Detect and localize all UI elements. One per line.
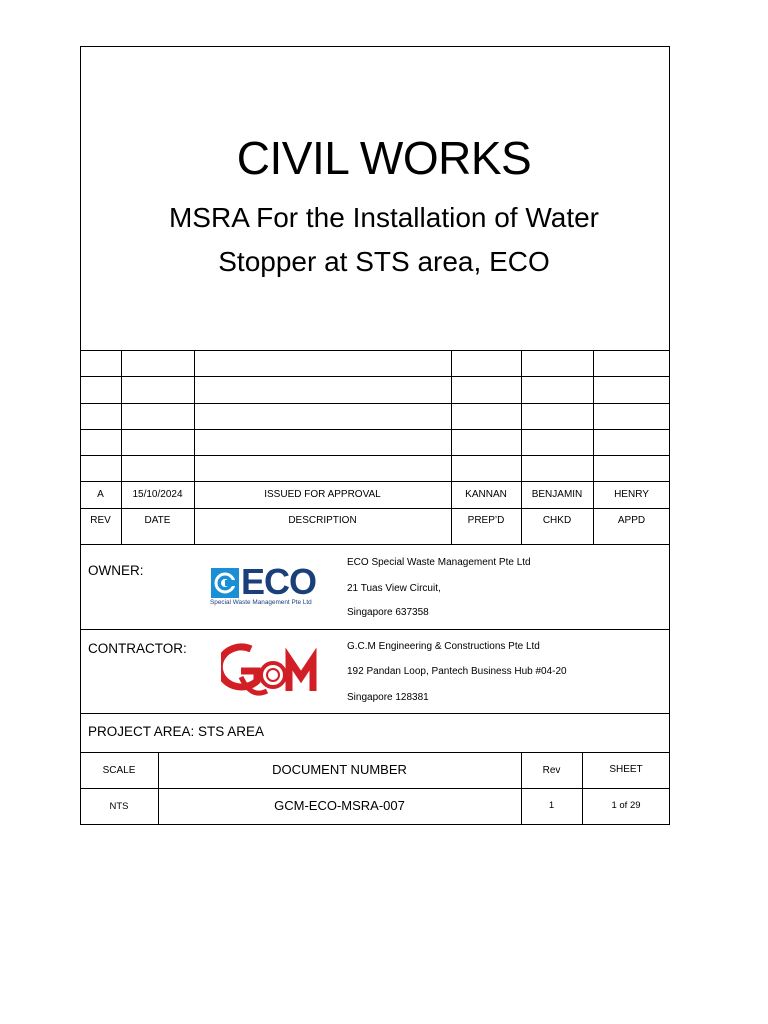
- rev-value: 1: [548, 800, 555, 811]
- doc-number: GCM-ECO-MSRA-007: [274, 798, 405, 813]
- owner-address-2: Singapore 637358: [347, 607, 429, 618]
- section-divider: [80, 629, 670, 630]
- project-area: PROJECT AREA: STS AREA: [88, 724, 265, 739]
- header-rev: REV: [90, 515, 111, 526]
- table-line: [80, 508, 670, 509]
- sheet-label: SHEET: [609, 764, 643, 775]
- eco-logo-tagline: Special Waste Management Pte Ltd: [210, 599, 312, 606]
- row-appd: HENRY: [614, 489, 649, 500]
- eco-logo-text: ECO: [241, 561, 317, 602]
- owner-label: OWNER:: [88, 563, 144, 578]
- table-line: [80, 455, 670, 456]
- row-date: 15/10/2024: [132, 489, 183, 500]
- eco-logo: [209, 561, 325, 612]
- table-line: [80, 350, 670, 351]
- eco-emblem-icon: [211, 568, 239, 598]
- table-line: [521, 752, 522, 825]
- document-subtitle: [120, 196, 648, 284]
- table-line: [80, 403, 670, 404]
- header-chkd: CHKD: [542, 515, 572, 526]
- scale-label: SCALE: [102, 765, 136, 776]
- row-rev: A: [97, 489, 104, 500]
- subtitle-line-2: Stopper at STS area, ECO: [218, 246, 550, 277]
- header-description: DESCRIPTION: [288, 515, 357, 526]
- document-title: CIVIL WORKS: [236, 132, 532, 184]
- header-appd: APPD: [617, 515, 646, 526]
- contractor-address-2: Singapore 128381: [347, 692, 429, 703]
- gcm-logo-icon: [221, 643, 325, 701]
- header-prepd: PREP’D: [467, 515, 505, 526]
- row-description: ISSUED FOR APPROVAL: [264, 489, 381, 500]
- docnum-label: DOCUMENT NUMBER: [272, 762, 407, 777]
- table-line: [80, 544, 670, 545]
- table-line: [80, 376, 670, 377]
- table-line: [80, 481, 670, 482]
- row-prepd: KANNAN: [465, 489, 507, 500]
- sheet-value: 1 of 29: [611, 800, 641, 811]
- owner-company: ECO Special Waste Management Pte Ltd: [347, 557, 531, 568]
- rev-label: Rev: [542, 765, 561, 776]
- contractor-company: G.C.M Engineering & Constructions Pte Ltd: [347, 641, 540, 652]
- contractor-address-1: 192 Pandan Loop, Pantech Business Hub #04-20: [347, 666, 567, 677]
- subtitle-line-1: MSRA For the Installation of Water: [168, 202, 600, 233]
- contractor-label: CONTRACTOR:: [88, 641, 187, 656]
- section-divider: [80, 713, 670, 714]
- table-line: [80, 429, 670, 430]
- row-chkd: BENJAMIN: [531, 489, 583, 500]
- gcm-logo: [221, 643, 325, 701]
- scale-value: NTS: [109, 801, 129, 812]
- owner-address-1: 21 Tuas View Circuit,: [347, 583, 441, 594]
- header-date: DATE: [144, 515, 171, 526]
